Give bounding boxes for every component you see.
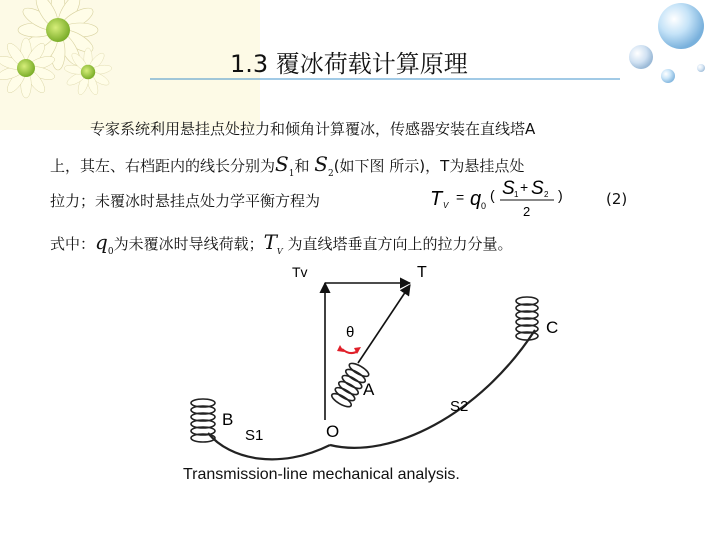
bubble-decoration [629, 3, 705, 83]
svg-text:S: S [502, 178, 515, 199]
svg-text:V: V [443, 201, 449, 210]
insulator-b [191, 399, 215, 442]
svg-text:2: 2 [523, 204, 531, 219]
symbol-s1: $S_1$ [275, 152, 295, 179]
mechanics-diagram [170, 255, 590, 465]
equation-balance [430, 174, 580, 220]
label-s1: S1 [245, 427, 264, 444]
paragraph-line-3: 拉力；未覆冰时悬挂点处力学平衡方程为 [50, 192, 321, 210]
label-c: C [546, 318, 559, 337]
symbol-tv: $T_V$ [263, 230, 283, 256]
line-4-text-c: 为直线塔垂直方向上的拉力分量。 [287, 235, 513, 253]
svg-text:2: 2 [544, 190, 549, 199]
label-t: T [417, 264, 427, 281]
line-4-text-b: 为未覆冰时导线荷载； [113, 235, 264, 253]
svg-text:0: 0 [481, 201, 487, 211]
symbol-s2: $S_2$ [314, 152, 334, 179]
line-4-prefix: 式中： [50, 235, 96, 253]
label-s2: S2 [450, 398, 469, 415]
label-a: A [363, 380, 375, 399]
label-tv: Tv [292, 264, 308, 280]
paragraph-line-4 [50, 230, 513, 257]
paragraph-line-2-text-a: 上，其左、右档距内的线长分别为 [50, 157, 276, 175]
svg-text:): ) [558, 187, 563, 203]
svg-text:+: + [520, 179, 529, 195]
svg-text:T: T [430, 188, 443, 210]
equation-number: (2) [606, 190, 628, 208]
slide-title: 1.3 覆冰荷载计算原理 [230, 50, 468, 78]
svg-text:q: q [470, 188, 482, 210]
paragraph-line-2-text-b: (如下图 所示)，T为悬挂点处 [333, 157, 525, 175]
paragraph-line-1: 专家系统利用悬挂点处拉力和倾角计算覆冰，传感器安装在直线塔A [90, 120, 536, 138]
symbol-q0: $q_0$ [95, 230, 114, 257]
label-b: B [222, 410, 234, 429]
figure-caption: Transmission-line mechanical analysis. [183, 466, 460, 483]
insulator-c [516, 297, 538, 340]
label-o: O [326, 422, 340, 441]
svg-text:S: S [531, 178, 544, 199]
conjunction-he: 和 [294, 157, 310, 175]
label-theta: θ [346, 324, 355, 341]
t-vector [358, 285, 410, 363]
svg-text:(: ( [490, 187, 495, 203]
svg-text:=: = [456, 189, 465, 205]
svg-text:1: 1 [514, 190, 519, 199]
